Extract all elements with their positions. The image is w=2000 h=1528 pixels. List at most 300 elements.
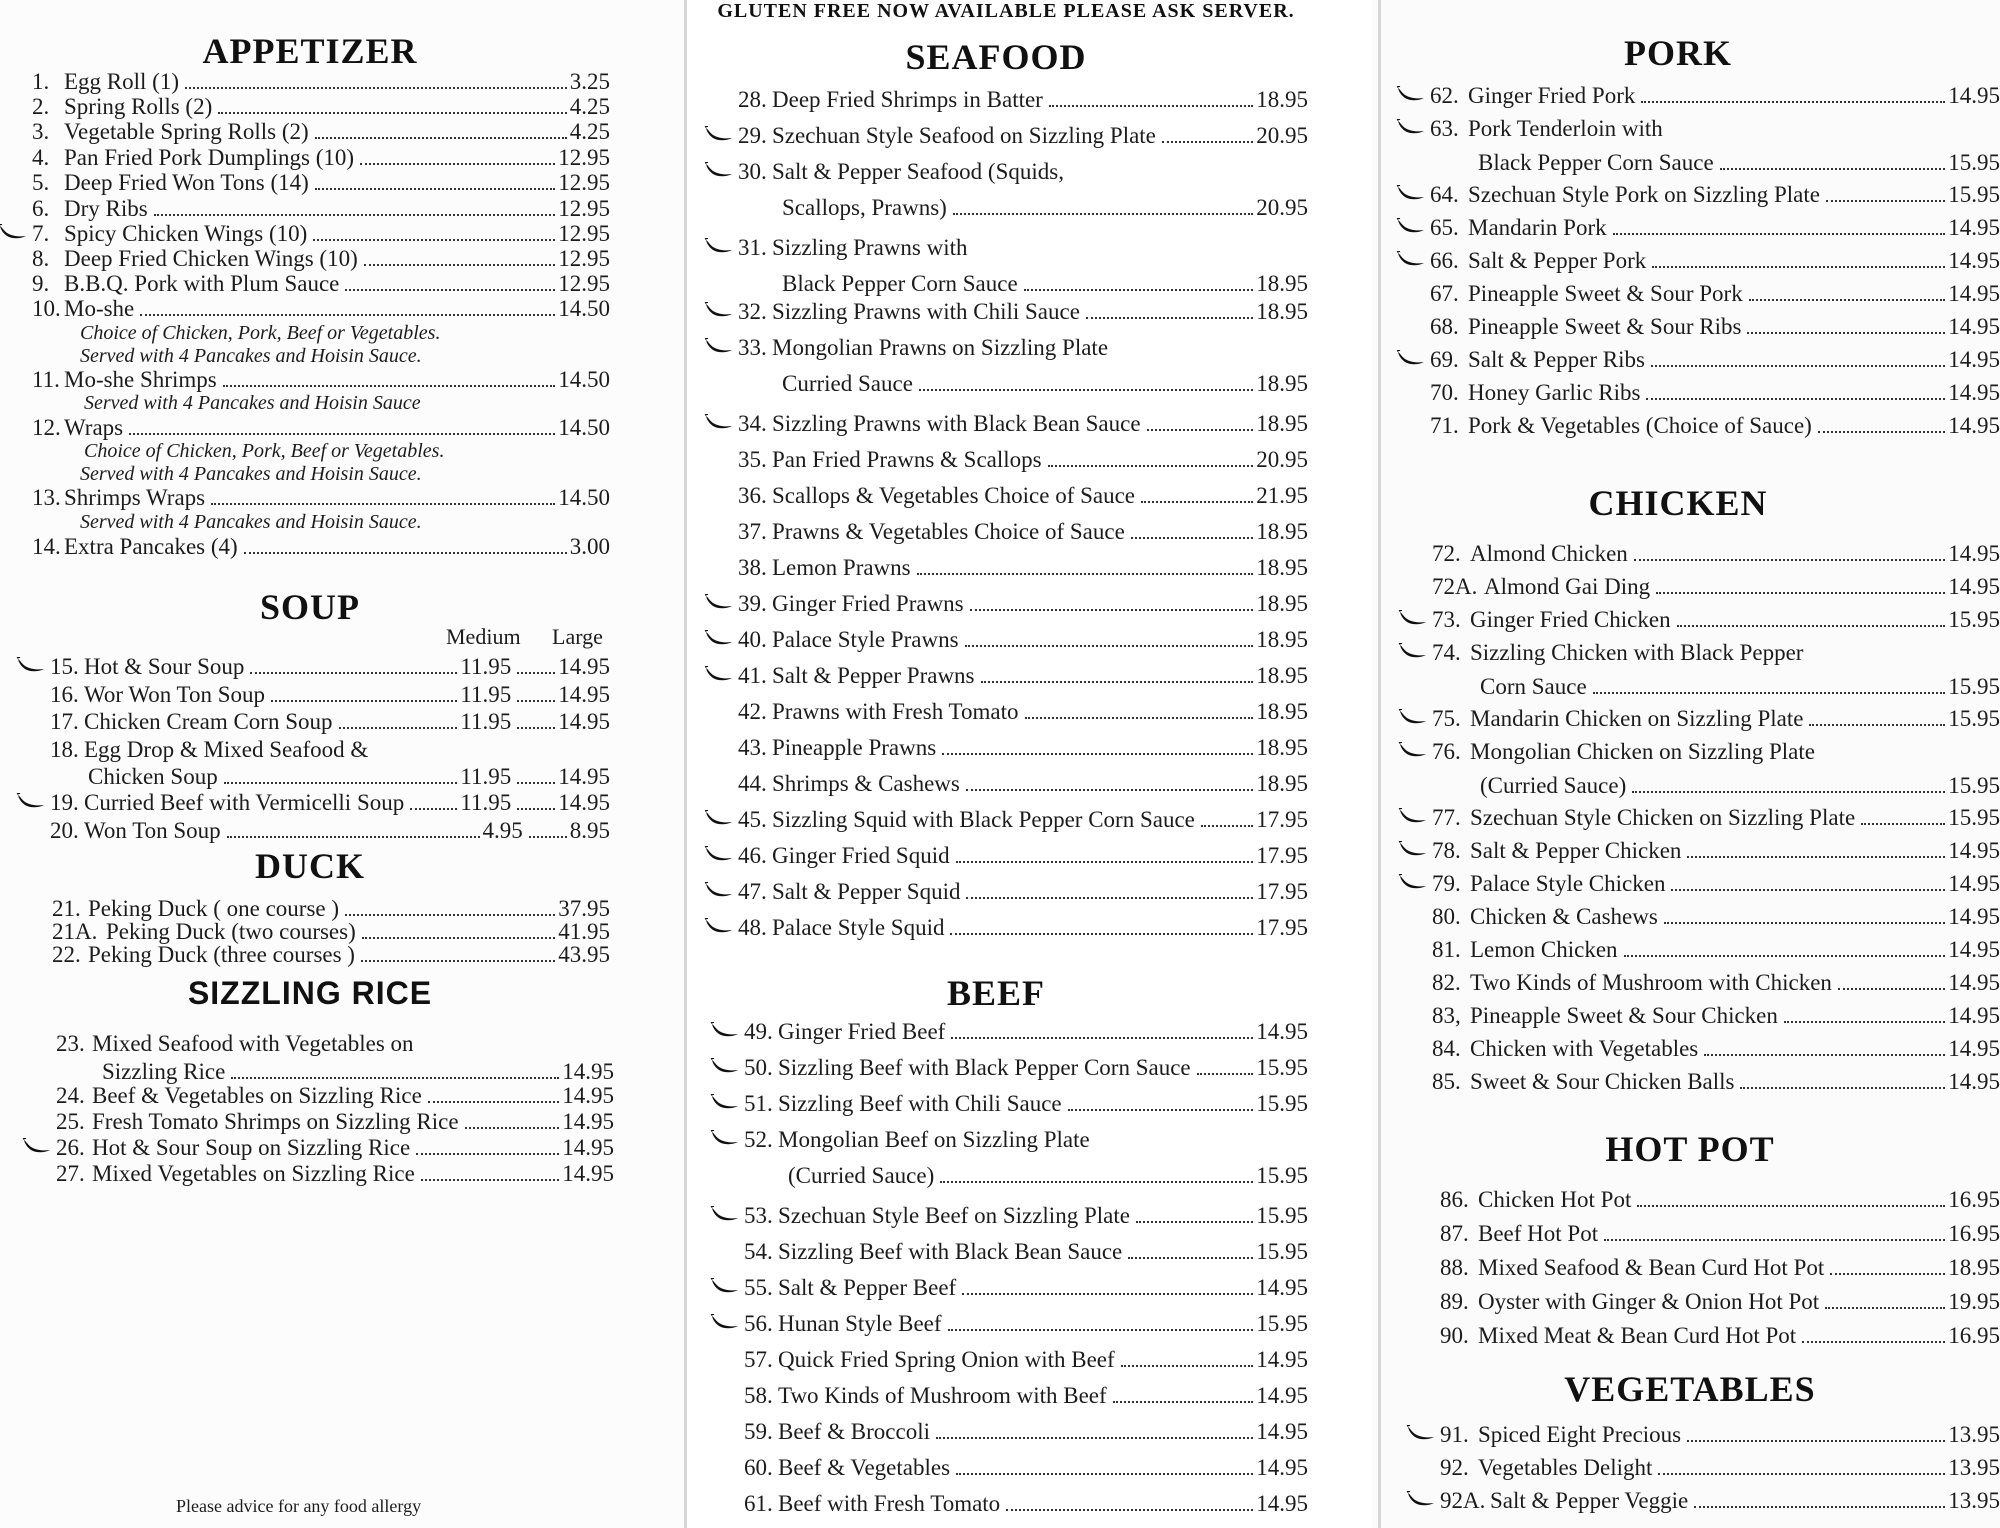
item-price: 15.95 [1256,1239,1308,1264]
item-name: Beef & Broccoli [778,1419,931,1444]
sizzling-rice-section-title: SIZZLING RICE [187,975,433,1011]
dotted-leader [1049,105,1253,107]
item-name: Almond Gai Ding [1484,574,1651,599]
item-name: Mongolian Beef on Sizzling Plate [778,1127,1090,1152]
item-description: Served with 4 Pancakes and Hoisin Sauce. [80,345,422,367]
item-price: 4.25 [569,94,610,119]
item-number: 6. [32,196,50,221]
item-name: Ginger Fried Pork [1468,83,1636,108]
dotted-leader [1136,1221,1253,1223]
item-number: 21. [52,896,81,921]
item-name: Sizzling Chicken with Black Pepper [1470,640,1804,665]
item-price: 43.95 [558,942,610,967]
menu-item [738,808,1308,831]
soup-item [50,683,610,706]
item-name: Mongolian Chicken on Sizzling Plate [1470,739,1815,764]
item-number: 89. [1440,1289,1469,1314]
chili-pepper-icon [1398,709,1428,725]
item-price: 18.95 [1948,1255,2000,1280]
chili-pepper-icon [1398,610,1428,626]
item-name: Mo-she [64,296,135,321]
menu-item [32,197,610,220]
dotted-leader [517,727,555,729]
item-price: 12.95 [558,271,610,296]
item-price: 14.95 [1948,380,2000,405]
menu-item [1440,1489,2000,1512]
item-name: Vegetables Delight [1478,1455,1653,1480]
item-number: 78. [1432,838,1461,863]
item-number: 19. [50,790,79,815]
item-name: B.B.Q. Pork with Plum Sauce [64,271,340,296]
item-name: Chicken Cream Corn Soup [84,709,333,734]
dotted-leader [1121,1365,1254,1367]
dotted-leader [965,645,1254,647]
item-price: 12.95 [558,246,610,271]
soup-medium-header: Medium [446,624,521,649]
panel-fold-divider [1378,0,1381,1528]
dotted-leader [1749,299,1946,301]
item-name: Honey Garlic Ribs [1468,380,1641,405]
menu-item [738,664,1308,687]
soup-item-continuation [50,765,610,788]
item-name: Ginger Fried Prawns [772,591,964,616]
item-number: 55. [744,1275,773,1300]
dotted-leader [936,1437,1253,1439]
item-name: Salt & Pepper Veggie [1490,1488,1689,1513]
dotted-leader [1201,825,1253,827]
menu-item [1432,542,2000,565]
item-price: 18.95 [1256,735,1308,760]
chili-pepper-icon [1398,874,1428,890]
soup-large-price: 14.95 [558,654,610,679]
dotted-leader [410,808,457,810]
item-price: 3.25 [569,69,610,94]
item-price: 16.95 [1948,1323,2000,1348]
menu-item [744,1276,1308,1299]
item-price: 17.95 [1256,879,1308,904]
menu-item [1430,84,2000,107]
beef-section-title: BEEF [946,973,1046,1013]
item-number: 53. [744,1203,773,1228]
item-number: 5. [32,170,50,195]
item-number: 43. [738,735,767,760]
item-number: 39. [738,591,767,616]
dotted-leader [1593,692,1946,694]
dotted-leader [950,933,1253,935]
item-number: 70. [1430,380,1459,405]
item-price: 14.95 [1948,1003,2000,1028]
item-price: 12.95 [558,170,610,195]
dotted-leader [1646,398,1945,400]
item-price: 15.95 [1948,674,2000,699]
item-number: 12. [32,415,61,440]
item-number: 65. [1430,215,1459,240]
menu-item [1432,707,2000,730]
menu-item [738,484,1308,507]
chili-pepper-icon [704,594,734,610]
chili-pepper-icon [1406,1425,1436,1441]
item-price: 15.95 [1948,706,2000,731]
chili-pepper-icon [704,162,734,178]
item-number: 27. [56,1161,85,1186]
item-price: 15.95 [1256,1311,1308,1336]
chili-pepper-icon [1396,119,1426,135]
item-number: 57. [744,1347,773,1372]
dotted-leader [1658,1473,1945,1475]
item-name: Salt & Pepper Beef [778,1275,957,1300]
item-price: 14.95 [1948,970,2000,995]
item-price: 14.95 [1256,1347,1308,1372]
item-number: 31. [738,235,767,260]
menu-item [1432,1004,2000,1027]
menu-item-continuation [1430,151,2000,174]
menu-item [738,736,1308,759]
item-name: Salt & Pepper Chicken [1470,838,1682,863]
menu-item [1430,183,2000,206]
menu-item [738,124,1308,147]
chili-pepper-icon [1396,185,1426,201]
item-price: 18.95 [1256,371,1308,396]
item-number: 62. [1430,83,1459,108]
item-number: 68. [1430,314,1459,339]
item-number: 3. [32,119,50,144]
pork-section-title: PORK [1624,33,1732,73]
item-description: Served with 4 Pancakes and Hoisin Sauce. [80,463,422,485]
item-price: 16.95 [1948,1221,2000,1246]
item-price: 14.95 [1948,871,2000,896]
menu-item [1440,1222,2000,1245]
item-number: 51. [744,1091,773,1116]
item-number: 33. [738,335,767,360]
item-number: 87. [1440,1221,1469,1246]
dotted-leader [1861,823,1945,825]
dotted-leader [529,836,567,838]
dotted-leader [1131,537,1253,539]
item-name: Sizzling Prawns with Chili Sauce [772,299,1080,324]
menu-item [1430,249,2000,272]
item-name-continuation: (Curried Sauce) [1480,773,1627,798]
dotted-leader [1818,431,1945,433]
chili-pepper-icon [704,414,734,430]
item-price: 15.95 [1256,1091,1308,1116]
item-price: 15.95 [1256,1203,1308,1228]
item-number: 11. [32,367,60,392]
item-number: 79. [1432,871,1461,896]
soup-large-price: 14.95 [558,790,610,815]
item-name: Wraps [64,415,124,440]
item-name: Two Kinds of Mushroom with Beef [778,1383,1107,1408]
item-price: 17.95 [1256,807,1308,832]
dotted-leader [948,1329,1254,1331]
menu-item [1432,971,2000,994]
item-number: 85. [1432,1069,1461,1094]
item-number: 72A. [1432,574,1478,599]
dotted-leader [361,960,555,962]
menu-item [738,412,1308,435]
dotted-leader [1687,1440,1945,1442]
menu-item [1432,806,2000,829]
item-name: Mixed Seafood & Bean Curd Hot Pot [1478,1255,1825,1280]
item-number: 14. [32,534,61,559]
item-name: Sweet & Sour Chicken Balls [1470,1069,1735,1094]
menu-item [744,1128,1308,1151]
dotted-leader [1086,317,1253,319]
item-number: 84. [1432,1036,1461,1061]
item-name: Salt & Pepper Pork [1468,248,1647,273]
menu-item [32,222,610,245]
dotted-leader [1664,922,1945,924]
menu-item [1432,839,2000,862]
item-name: Szechuan Style Pork on Sizzling Plate [1468,182,1820,207]
item-name: Ginger Fried Squid [772,843,950,868]
item-number: 23. [56,1031,85,1056]
chili-pepper-icon [710,1094,740,1110]
chili-pepper-icon [710,1058,740,1074]
hot-pot-section-title: HOT POT [1605,1129,1775,1169]
item-number: 25. [56,1109,85,1134]
item-name: Peking Duck (three courses ) [88,942,355,967]
menu-item [32,368,610,391]
menu-item [738,844,1308,867]
appetizer-section-title: APPETIZER [202,31,418,71]
menu-item-continuation [738,196,1308,219]
menu-item [52,920,610,943]
menu-item [738,448,1308,471]
dotted-leader [1838,988,1945,990]
item-name: Spring Rolls (2) [64,94,213,119]
chili-pepper-icon [710,1130,740,1146]
item-name: Sizzling Squid with Black Pepper Corn Sauce [772,807,1195,832]
dotted-leader [1632,791,1945,793]
soup-item [50,738,610,761]
item-name: Curried Beef with Vermicelli Soup [84,790,405,815]
item-price: 18.95 [1256,519,1308,544]
item-price: 18.95 [1256,271,1308,296]
menu-item [1432,905,2000,928]
dotted-leader [1025,717,1254,719]
item-name: Lemon Prawns [772,555,911,580]
item-price: 14.95 [1948,215,2000,240]
dotted-leader [1613,233,1946,235]
chili-pepper-icon [1406,1491,1436,1507]
item-price: 14.95 [1948,281,2000,306]
dotted-leader [154,214,556,216]
item-number: 59. [744,1419,773,1444]
soup-medium-price: 11.95 [460,764,512,789]
soup-large-header: Large [552,624,603,649]
item-name-continuation: Curried Sauce [782,371,913,396]
dotted-leader [1826,200,1945,202]
soup-large-price: 14.95 [558,709,610,734]
dotted-leader [223,385,556,387]
item-price: 14.95 [1256,1491,1308,1516]
item-number: 81. [1432,937,1461,962]
item-price: 18.95 [1256,591,1308,616]
item-name: Mongolian Prawns on Sizzling Plate [772,335,1109,360]
chili-pepper-icon [704,630,734,646]
menu-item [32,70,610,93]
chili-pepper-icon [16,793,46,809]
item-name: Chicken Hot Pot [1478,1187,1632,1212]
item-price: 4.25 [569,119,610,144]
dotted-leader [1048,465,1254,467]
dotted-leader [956,1473,1253,1475]
item-number: 40. [738,627,767,652]
dotted-leader [218,112,567,114]
dotted-leader [1162,141,1253,143]
item-number: 42. [738,699,767,724]
menu-item [32,416,610,439]
item-price: 19.95 [1948,1289,2000,1314]
item-number: 74. [1432,640,1461,665]
item-name: Oyster with Ginger & Onion Hot Pot [1478,1289,1820,1314]
menu-item [738,772,1308,795]
dotted-leader [917,573,1254,575]
dotted-leader [1197,1073,1254,1075]
item-number: 4. [32,145,50,170]
item-price: 14.95 [1948,314,2000,339]
menu-item [1430,282,2000,305]
soup-large-price: 14.95 [558,764,610,789]
chili-pepper-icon [704,666,734,682]
item-name: Scallops & Vegetables Choice of Sauce [772,483,1136,508]
item-number: 75. [1432,706,1461,731]
menu-item [1430,381,2000,404]
dotted-leader [1740,1087,1945,1089]
dotted-leader [1147,429,1254,431]
dotted-leader [185,87,567,89]
dotted-leader [517,672,555,674]
item-name: Peking Duck (two courses) [106,919,356,944]
item-price: 15.95 [1948,773,2000,798]
menu-item [1440,1456,2000,1479]
item-number: 58. [744,1383,773,1408]
chili-pepper-icon [1398,808,1428,824]
panel-fold-divider [684,0,687,1528]
item-description: Choice of Chicken, Pork, Beef or Vegetables. [80,322,441,344]
item-price: 14.95 [1256,1383,1308,1408]
menu-item [738,592,1308,615]
item-number: 22. [52,942,81,967]
menu-item-continuation [56,1060,614,1083]
dotted-leader [981,681,1254,683]
item-name: Egg Drop & Mixed Seafood & [84,737,369,762]
item-number: 90. [1440,1323,1469,1348]
menu-item [744,1348,1308,1371]
dotted-leader [517,700,555,702]
dotted-leader [1006,1509,1253,1511]
item-number: 56. [744,1311,773,1336]
menu-item [738,236,1308,259]
item-number: 8. [32,246,50,271]
dotted-leader [1641,101,1945,103]
item-number: 91. [1440,1422,1469,1447]
item-name: Sizzling Beef with Black Pepper Corn Sauce [778,1055,1191,1080]
item-number: 64. [1430,182,1459,207]
item-name: Sizzling Prawns with [772,235,968,260]
item-price: 14.95 [1256,1019,1308,1044]
soup-large-price: 8.95 [569,818,610,843]
dotted-leader [416,1153,559,1155]
item-price: 14.95 [1948,937,2000,962]
item-number: 69. [1430,347,1459,372]
menu-item [738,916,1308,939]
item-number: 76. [1432,739,1461,764]
menu-item [744,1204,1308,1227]
item-price: 18.95 [1256,663,1308,688]
menu-item-continuation [1432,675,2000,698]
item-price: 14.95 [562,1059,614,1084]
item-name-continuation: Black Pepper Corn Sauce [782,271,1018,296]
item-name: Salt & Pepper Ribs [1468,347,1645,372]
vegetables-section-title: VEGETABLES [1564,1369,1816,1409]
menu-item [32,247,610,270]
gluten-free-banner: GLUTEN FREE NOW AVAILABLE PLEASE ASK SERVER. [717,0,1295,22]
item-number: 34. [738,411,767,436]
item-number: 54. [744,1239,773,1264]
item-price: 14.95 [562,1135,614,1160]
item-number: 92A. [1440,1488,1486,1513]
menu-item [32,120,610,143]
item-name: Deep Fried Shrimps in Batter [772,87,1043,112]
menu-item [32,95,610,118]
menu-item [1430,117,2000,140]
soup-section-title: SOUP [259,587,360,627]
dotted-leader [140,314,555,316]
soup-medium-price: 4.95 [482,818,523,843]
item-name: Mo-she Shrimps [64,367,217,392]
soup-item [50,819,610,842]
item-name: Egg Roll (1) [64,69,179,94]
chili-pepper-icon [1396,86,1426,102]
item-price: 17.95 [1256,843,1308,868]
item-price: 18.95 [1256,299,1308,324]
item-name: Quick Fried Spring Onion with Beef [778,1347,1115,1372]
item-number: 50. [744,1055,773,1080]
item-price: 18.95 [1256,771,1308,796]
dotted-leader [1651,365,1945,367]
menu-item [738,700,1308,723]
dotted-leader [315,137,567,139]
item-price: 14.95 [1948,248,2000,273]
item-name: Palace Style Prawns [772,627,959,652]
item-price: 14.95 [1948,1036,2000,1061]
item-number: 60. [744,1455,773,1480]
item-price: 15.95 [1948,150,2000,175]
item-price: 18.95 [1256,627,1308,652]
dotted-leader [1141,501,1253,503]
item-price: 14.95 [1256,1455,1308,1480]
item-name: Sizzling Beef with Chili Sauce [778,1091,1062,1116]
menu-item [56,1032,614,1055]
item-number: 67. [1430,281,1459,306]
dotted-leader [1802,1341,1945,1343]
item-name: Mixed Seafood with Vegetables on [92,1031,414,1056]
menu-item [32,171,610,194]
chili-pepper-icon [16,657,46,673]
item-number: 45. [738,807,767,832]
menu-item [744,1492,1308,1515]
item-number: 7. [32,221,50,246]
item-name: Salt & Pepper Squid [772,879,961,904]
item-name: Won Ton Soup [84,818,221,843]
chili-pepper-icon [22,1138,52,1154]
menu-item [744,1420,1308,1443]
item-price: 14.95 [1256,1419,1308,1444]
item-number: 73. [1432,607,1461,632]
item-number: 32. [738,299,767,324]
menu-item [744,1020,1308,1043]
